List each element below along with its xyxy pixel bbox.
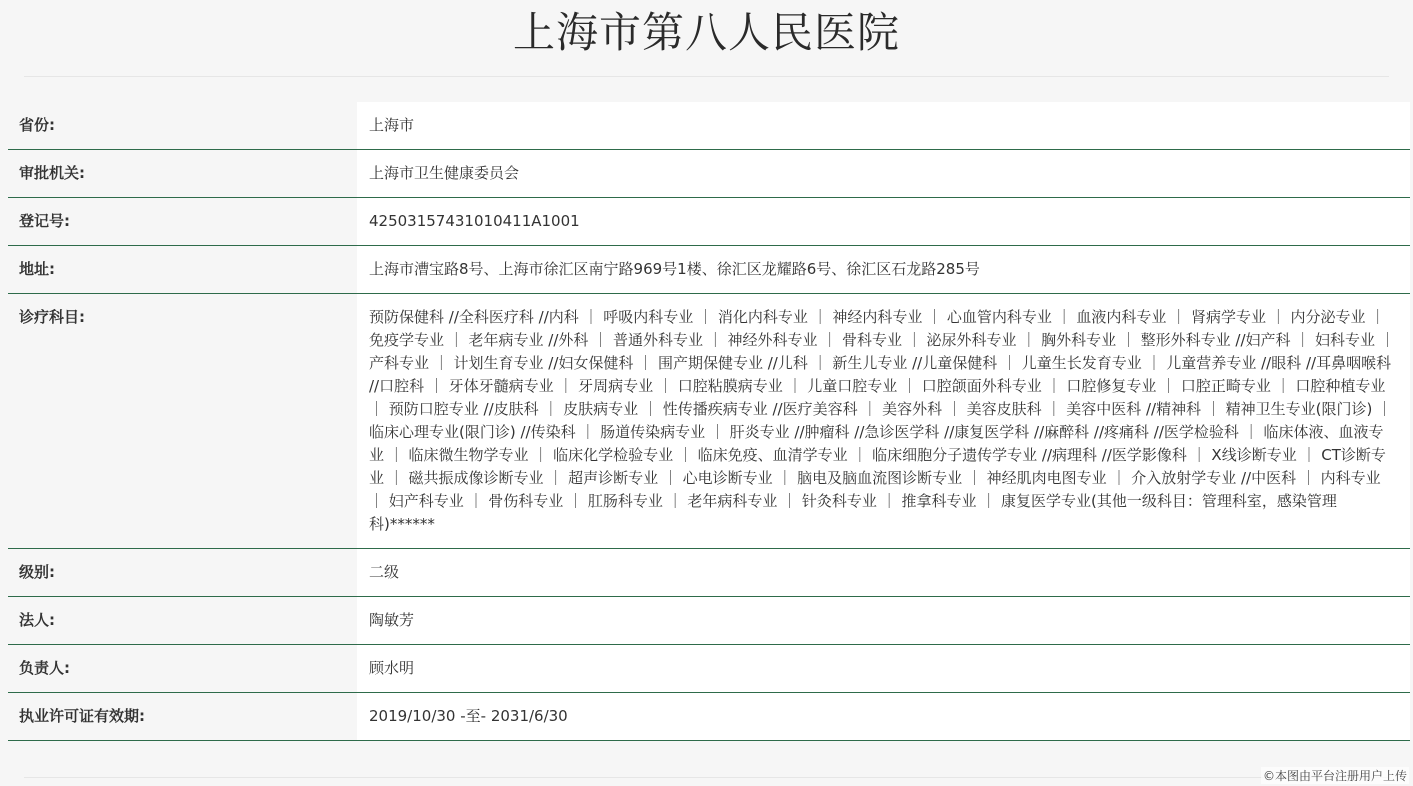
level-label: 级别: bbox=[8, 549, 357, 597]
approval-authority-value: 上海市卫生健康委员会 bbox=[357, 150, 1410, 198]
row-registration-number bbox=[8, 198, 1410, 246]
hospital-info-table bbox=[8, 102, 1410, 741]
address-value: 上海市漕宝路8号、上海市徐汇区南宁路969号1楼、徐汇区龙耀路6号、徐汇区石龙路285号 bbox=[357, 246, 1410, 294]
address-label: 地址: bbox=[8, 246, 357, 294]
person-in-charge-label: 负责人: bbox=[8, 645, 357, 693]
bottom-divider bbox=[24, 777, 1389, 778]
row-province bbox=[8, 102, 1410, 150]
row-level bbox=[8, 549, 1410, 597]
page-title: 上海市第八人民医院 bbox=[512, 8, 900, 57]
row-legal-representative bbox=[8, 597, 1410, 645]
departments-label: 诊疗科目: bbox=[8, 294, 357, 549]
person-in-charge-value: 顾水明 bbox=[357, 645, 1410, 693]
approval-authority-label: 审批机关: bbox=[8, 150, 357, 198]
legal-representative-label: 法人: bbox=[8, 597, 357, 645]
row-address bbox=[8, 246, 1410, 294]
license-validity-value: 2019/10/30 -至- 2031/6/30 bbox=[357, 693, 1410, 741]
title-divider bbox=[24, 76, 1389, 77]
province-label: 省份: bbox=[8, 102, 357, 150]
departments-value: 预防保健科 //全科医疗科 //内科 ｜ 呼吸内科专业 ｜ 消化内科专业 ｜ 神经内科专业 ｜ 心血管内科专业 ｜ 血液内科专业 ｜ 肾病学专业 ｜ 内分泌专业 ｜ 免疫学专业 ｜ 老年病专业 //外科 ｜ 普通外科专业 ｜ 神经外科专业 ｜ 骨科专业 ｜ 泌尿外科专业 ｜ 胸外科专业 ｜ 整形外科专业 //妇产科 ｜ 妇科专业 ｜ 产科专业 ｜ 计划生育专业 //妇女保健科 ｜ 围产期保健专业 //儿科 ｜ 新生儿专业 //儿童保健科 ｜ 儿童生长发育专业 ｜ 儿童营养专业 //眼科 //耳鼻咽喉科 //口腔科 ｜ 牙体牙髓病专业 ｜ 牙周病专业 ｜ 口腔粘膜病专业 ｜ 儿童口腔专业 ｜ 口腔颌面外科专业 ｜ 口腔修复专业 ｜ 口腔正畸专业 ｜ 口腔种植专业 ｜ 预防口腔专业 //皮肤科 ｜ 皮肤病专业 ｜ 性传播疾病专业 //医疗美容科 ｜ 美容外科 ｜ 美容皮肤科 ｜ 美容中医科 //精神科 ｜ 精神卫生专业(限门诊) ｜ 临床心理专业(限门诊) //传染科 ｜ 肠道传染病专业 ｜ 肝炎专业 //肿瘤科 //急诊医学科 //康复医学科 //麻醉科 //疼痛科 //医学检验科 ｜ 临床体液、血液专业 ｜ 临床微生物学专业 ｜ 临床化学检验专业 ｜ 临床免疫、血清学专业 ｜ 临床细胞分子遗传学专业 //病理科 //医学影像科 ｜ X线诊断专业 ｜ CT诊断专业 ｜ 磁共振成像诊断专业 ｜ 超声诊断专业 ｜ 心电诊断专业 ｜ 脑电及脑血流图诊断专业 ｜ 神经肌肉电图专业 ｜ 介入放射学专业 //中医科 ｜ 内科专业 ｜ 妇产科专业 ｜ 骨伤科专业 ｜ 肛肠科专业 ｜ 老年病科专业 ｜ 针灸科专业 ｜ 推拿科专业 ｜ 康复医学专业(其他一级科目：管理科室，感染管理科)****** bbox=[357, 294, 1410, 549]
level-value: 二级 bbox=[357, 549, 1410, 597]
row-license-validity bbox=[8, 693, 1410, 741]
upload-credit: ©本图由平台注册用户上传 bbox=[1262, 769, 1407, 783]
license-validity-label: 执业许可证有效期: bbox=[8, 693, 357, 741]
legal-representative-value: 陶敏芳 bbox=[357, 597, 1410, 645]
registration-number-value: 42503157431010411A1001 bbox=[357, 198, 1410, 246]
row-approval-authority bbox=[8, 150, 1410, 198]
row-departments bbox=[8, 294, 1410, 549]
province-value: 上海市 bbox=[357, 102, 1410, 150]
row-person-in-charge bbox=[8, 645, 1410, 693]
registration-number-label: 登记号: bbox=[8, 198, 357, 246]
